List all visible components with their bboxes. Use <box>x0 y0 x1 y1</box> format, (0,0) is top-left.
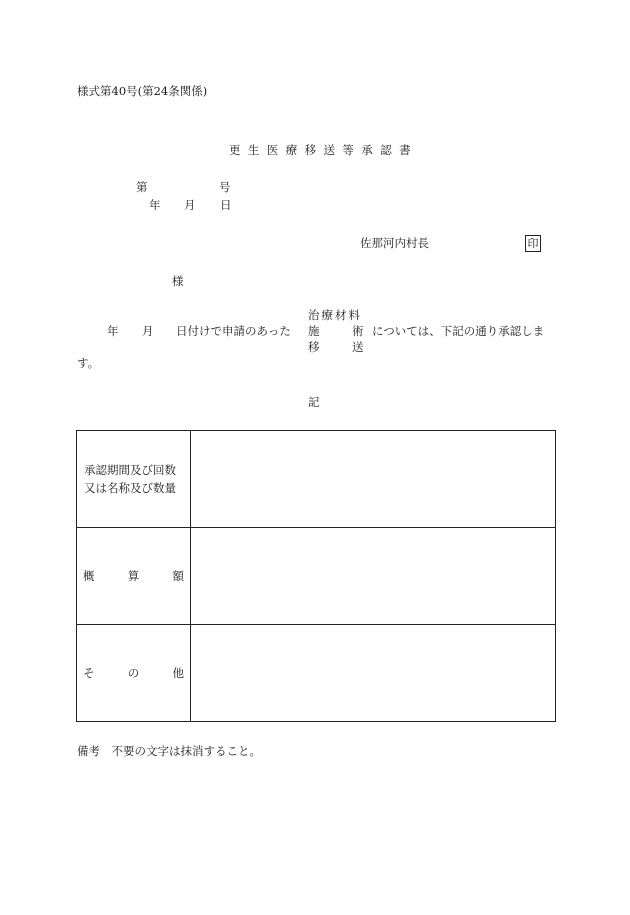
remarks-note: 備考 不要の文字は抹消すること。 <box>77 744 261 758</box>
option-transport-char2: 送 <box>352 340 364 354</box>
table-row <box>77 431 556 528</box>
other-char-3: 他 <box>172 666 184 680</box>
approval-period-value <box>191 431 556 528</box>
body-continuation-end: す。 <box>77 356 100 370</box>
estimated-amount-value <box>191 528 556 625</box>
option-treatment-materials: 治療材料 <box>308 308 362 322</box>
approval-period-label-line2: 又は名称及び数量 <box>84 481 176 495</box>
issue-month-label: 月 <box>184 198 196 212</box>
other-char-1: そ <box>83 666 95 680</box>
number-prefix: 第 <box>136 180 148 194</box>
estimated-amount-label <box>77 528 191 625</box>
table-row <box>77 528 556 625</box>
form-number: 様式第40号(第24条関係) <box>77 84 208 98</box>
document-title: 更生医療移送等承認書 <box>229 143 418 157</box>
other-char-2: の <box>127 666 140 680</box>
table-row <box>77 625 556 722</box>
estimated-amount-char-2: 算 <box>127 569 140 583</box>
issue-year-label: 年 <box>149 198 161 212</box>
issuer-name: 佐那河内村長 <box>360 236 429 250</box>
estimated-amount-char-3: 額 <box>172 569 184 583</box>
request-year-label: 年 <box>107 324 119 338</box>
estimated-amount-char-1: 概 <box>83 569 95 583</box>
body-continuation: については、下記の通り承認しま <box>372 324 545 338</box>
other-label <box>77 625 191 722</box>
seal-mark: 印 <box>525 235 541 252</box>
option-transport-char1: 移 <box>308 340 320 354</box>
other-value <box>191 625 556 722</box>
addressee-honorific: 様 <box>172 274 184 288</box>
request-month-label: 月 <box>142 324 154 338</box>
approval-period-label <box>77 431 191 528</box>
details-table <box>76 430 556 722</box>
option-surgery-char1: 施 <box>308 324 320 338</box>
issue-day-label: 日 <box>220 198 232 212</box>
record-heading: 記 <box>308 395 320 409</box>
request-date-text: 日付けで申請のあった <box>176 324 291 338</box>
approval-period-label-line1: 承認期間及び回数 <box>84 463 176 477</box>
option-surgery-char2: 術 <box>352 324 364 338</box>
number-suffix: 号 <box>219 180 231 194</box>
